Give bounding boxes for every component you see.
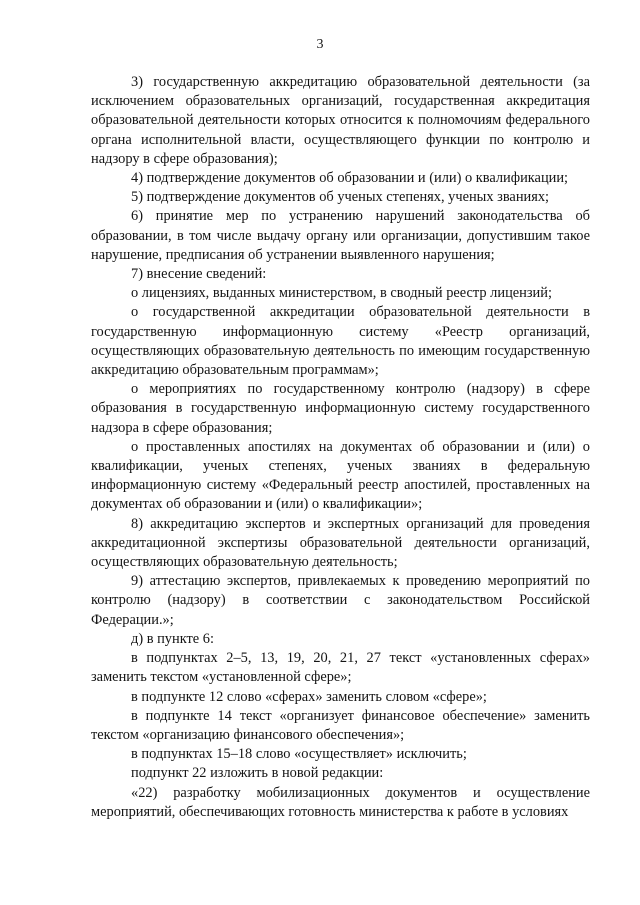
paragraph-item-6: 6) принятие мер по устранению нарушений законодательства об образовании, в том числе выдачу органу или организации, допустившим такое нарушение, предписания об устранении выявленного нарушения;: [91, 208, 590, 263]
page-number: 3: [316, 37, 324, 52]
paragraph-subpoint-22-text: «22) разработку мобилизационных документов и осуществление мероприятий, обеспечивающих готовность министерства к работе в условиях: [91, 784, 590, 820]
paragraph-licenses: о лицензиях, выданных министерством, в сводный реестр лицензий;: [131, 285, 552, 302]
paragraph-subpoint-14: в подпункте 14 текст «организует финансовое обеспечение» заменить текстом «организацию финансового обеспечения»;: [91, 707, 590, 743]
paragraph-item-7: 7) внесение сведений:: [131, 266, 267, 283]
paragraph-accreditation-registry: о государственной аккредитации образовательной деятельности в государственную информационную систему «Реестр организаций, осуществляющих образовательную деятельность по имеющим государственную аккредитацию образовательным программам»;: [91, 304, 590, 379]
paragraph-point-d: д) в пункте 6:: [131, 630, 214, 647]
document-body: [91, 73, 590, 822]
paragraph-item-8: 8) аккредитацию экспертов и экспертных организаций для проведения аккредитационной экспертизы образовательной деятельности организаций, осуществляющих образовательную деятельность;: [91, 515, 590, 571]
paragraph-subpoint-22-intro: подпункт 22 изложить в новой редакции:: [131, 765, 384, 782]
paragraph-item-4: 4) подтверждение документов об образовании и (или) о квалификации;: [131, 170, 569, 187]
paragraph-subpoints-15-18: в подпунктах 15–18 слово «осуществляет» исключить;: [131, 746, 467, 763]
paragraph-subpoints-2-27: в подпунктах 2–5, 13, 19, 20, 21, 27 текст «установленных сферах» заменить текстом «установленной сфере»;: [91, 650, 590, 686]
paragraph-apostilles: о проставленных апостилях на документах об образовании и (или) о квалификации, ученых степенях, ученых званиях в федеральную информационную систему «Федеральный реестр апостилей, проставленных на документах об образовании и (или) о квалификации»;: [91, 438, 590, 513]
paragraph-item-3: 3) государственную аккредитацию образовательной деятельности (за исключением образовательных организаций, государственная аккредитация образовательной деятельности которых относится к полномочиям федерального органа исполнительной власти, осуществляющего функции по контролю и надзору в сфере образования);: [91, 74, 590, 167]
paragraph-item-9: 9) аттестацию экспертов, привлекаемых к проведению мероприятий по контролю (надзору) в соответствии с законодательством Российской Федерации.»;: [91, 573, 590, 628]
paragraph-subpoint-12: в подпункте 12 слово «сферах» заменить словом «сфере»;: [131, 688, 487, 705]
paragraph-item-5: 5) подтверждение документов об ученых степенях, ученых званиях;: [131, 189, 550, 206]
paragraph-control-measures: о мероприятиях по государственному контролю (надзору) в сфере образования в государственную информационную систему государственного надзора в сфере образования;: [91, 381, 590, 436]
